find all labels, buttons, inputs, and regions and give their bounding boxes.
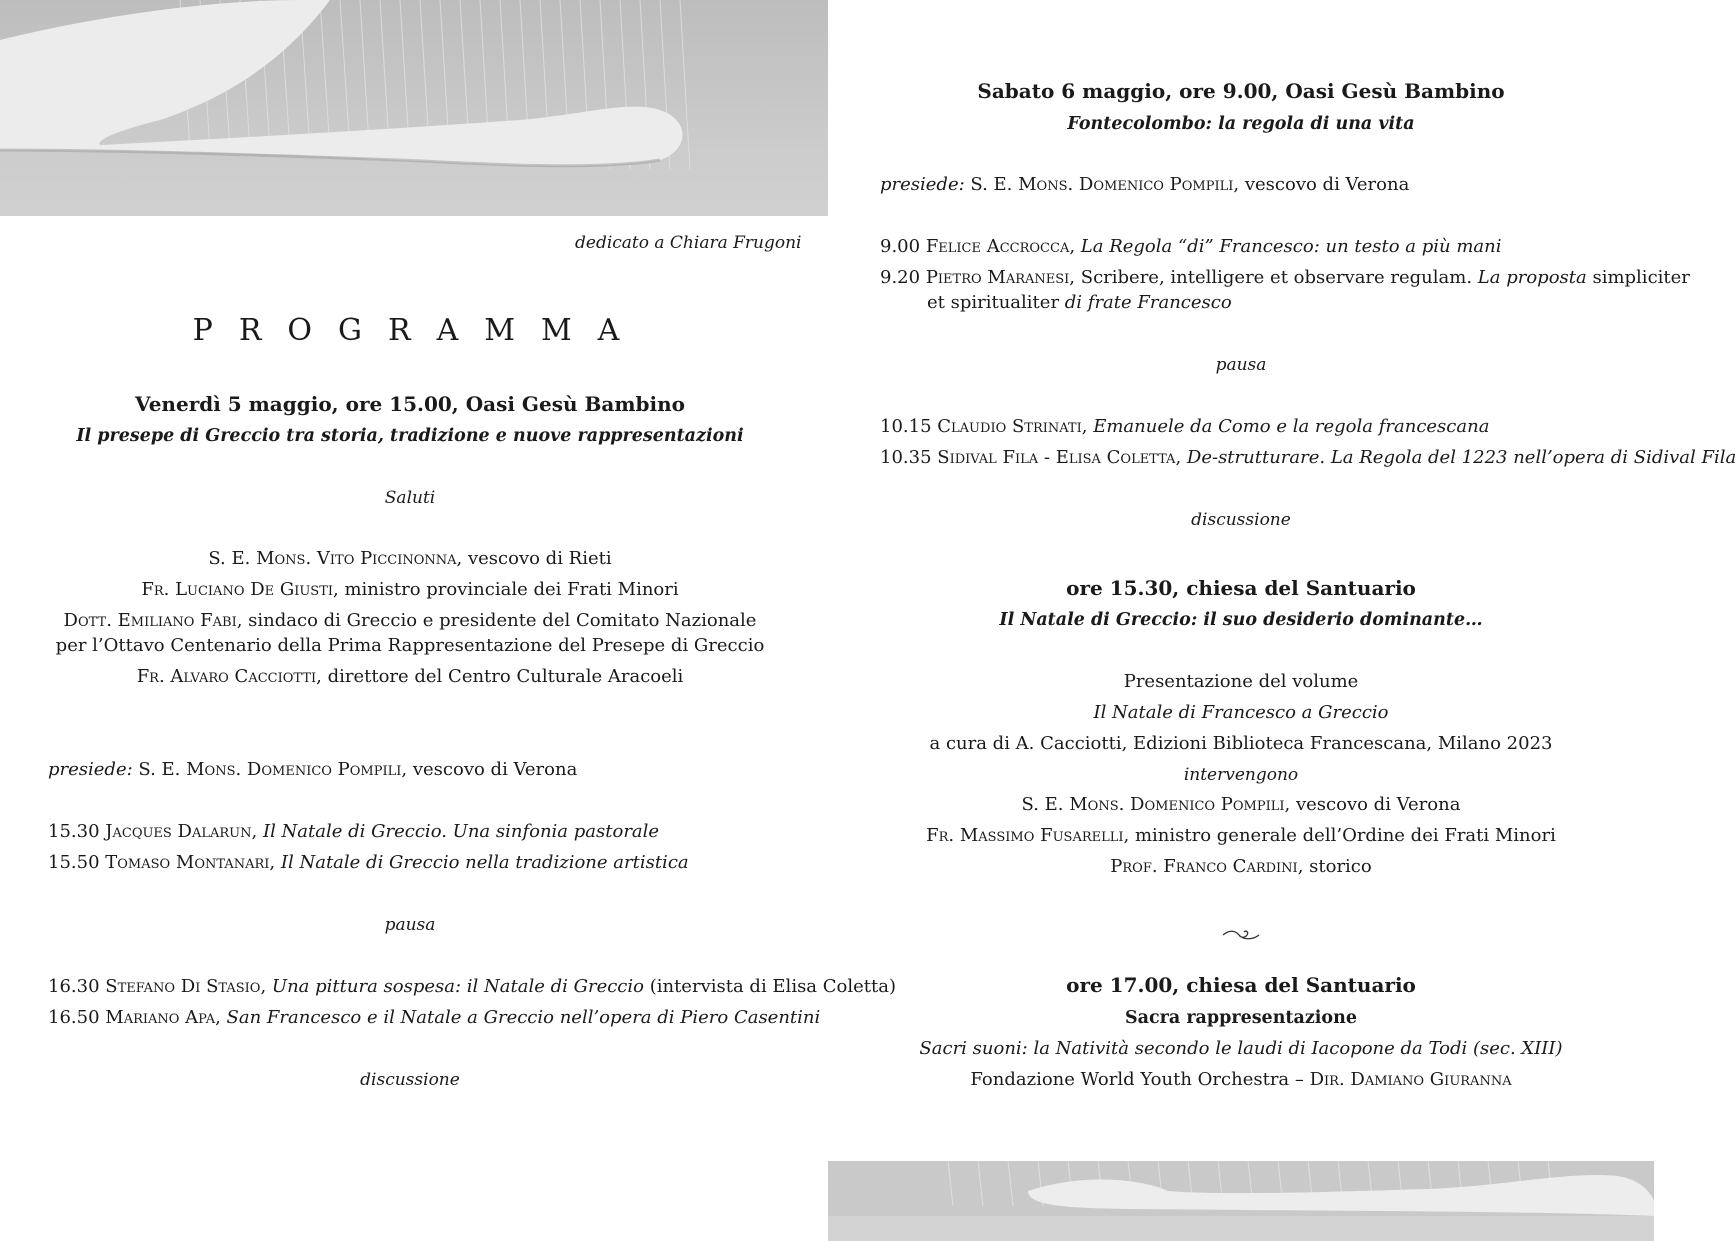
- saturday-heading: Sabato 6 maggio, ore 9.00, Oasi Gesù Bambino: [977, 79, 1505, 103]
- speaker-line: Fr. Massimo Fusarelli, ministro generale dell’Ordine dei Frati Minori: [926, 825, 1556, 846]
- speaker-line: Prof. Franco Cardini, storico: [1110, 856, 1372, 877]
- presentazione-label: Presentazione del volume: [1123, 671, 1359, 692]
- greeting-line: Fr. Alvaro Cacciotti, direttore del Centro Culturale Aracoeli: [136, 666, 684, 687]
- saturday-subtitle: Fontecolombo: la regola di una vita: [1067, 114, 1415, 134]
- afternoon-heading: ore 15.30, chiesa del Santuario: [1066, 576, 1416, 600]
- afternoon-subtitle: Il Natale di Greccio: il suo desiderio dominante…: [999, 610, 1483, 630]
- saluti-label: Saluti: [384, 488, 436, 508]
- book-curatela: a cura di A. Cacciotti, Edizioni Biblioteca Francescana, Milano 2023: [929, 733, 1553, 754]
- talk-line: 16.30 Stefano Di Stasio, Una pittura sospesa: il Natale di Greccio (intervista di Elisa Coletta): [48, 976, 897, 997]
- talk-line: 9.00 Felice Accrocca, La Regola “di” Francesco: un testo a più mani: [880, 236, 1502, 257]
- discussione-label: discussione: [1191, 510, 1291, 530]
- ornament-divider: [1221, 927, 1261, 941]
- discussione-label: discussione: [360, 1070, 460, 1090]
- greeting-line: Fr. Luciano De Giusti, ministro provinciale dei Frati Minori: [141, 579, 679, 600]
- talk-line: 10.35 Sidival Fila - Elisa Coletta, De-strutturare. La Regola del 1223 nell’opera di Sidival Fila: [880, 447, 1736, 468]
- talk-line-continuation: et spiritualiter di frate Francesco: [927, 292, 1232, 313]
- evening-title: Sacri suoni: la Natività secondo le laudi di Iacopone da Todi (sec. XIII): [919, 1038, 1563, 1059]
- book-title: Il Natale di Francesco a Greccio: [1093, 702, 1389, 723]
- top-photo: [0, 0, 828, 216]
- programma-title: PROGRAMMA: [192, 313, 646, 348]
- friday-presiede: presiede: S. E. Mons. Domenico Pompili, vescovo di Verona: [48, 759, 578, 780]
- evening-subtitle: Sacra rappresentazione: [1125, 1008, 1357, 1028]
- bottom-photo: [828, 1161, 1654, 1241]
- saturday-presiede: presiede: S. E. Mons. Domenico Pompili, vescovo di Verona: [880, 174, 1410, 195]
- greeting-line: S. E. Mons. Vito Piccinonna, vescovo di Rieti: [208, 548, 612, 569]
- talk-line: 10.15 Claudio Strinati, Emanuele da Como e la regola francescana: [880, 416, 1490, 437]
- dedication: dedicato a Chiara Frugoni: [575, 233, 802, 253]
- talk-line: 9.20 Pietro Maranesi, Scribere, intelligere et observare regulam. La proposta simpliciter: [880, 267, 1690, 288]
- friday-subtitle: Il presepe di Greccio tra storia, tradizione e nuove rappresentazioni: [76, 426, 744, 446]
- greeting-line: per l’Ottavo Centenario della Prima Rappresentazione del Presepe di Greccio: [55, 635, 765, 656]
- talk-line: 16.50 Mariano Apa, San Francesco e il Natale a Greccio nell’opera di Piero Casentini: [48, 1007, 821, 1028]
- friday-heading: Venerdì 5 maggio, ore 15.00, Oasi Gesù Bambino: [135, 392, 685, 416]
- greeting-line: Dott. Emiliano Fabi, sindaco di Greccio e presidente del Comitato Nazionale: [63, 610, 757, 631]
- intervengono-label: intervengono: [1183, 765, 1299, 785]
- evening-performers: Fondazione World Youth Orchestra – Dir. Damiano Giuranna: [970, 1069, 1512, 1090]
- pausa-label: pausa: [1215, 355, 1267, 375]
- pausa-label: pausa: [384, 915, 436, 935]
- talk-line: 15.50 Tomaso Montanari, Il Natale di Greccio nella tradizione artistica: [48, 852, 689, 873]
- talk-line: 15.30 Jacques Dalarun, Il Natale di Greccio. Una sinfonia pastorale: [48, 821, 660, 842]
- evening-heading: ore 17.00, chiesa del Santuario: [1066, 973, 1416, 997]
- speaker-line: S. E. Mons. Domenico Pompili, vescovo di Verona: [1021, 794, 1461, 815]
